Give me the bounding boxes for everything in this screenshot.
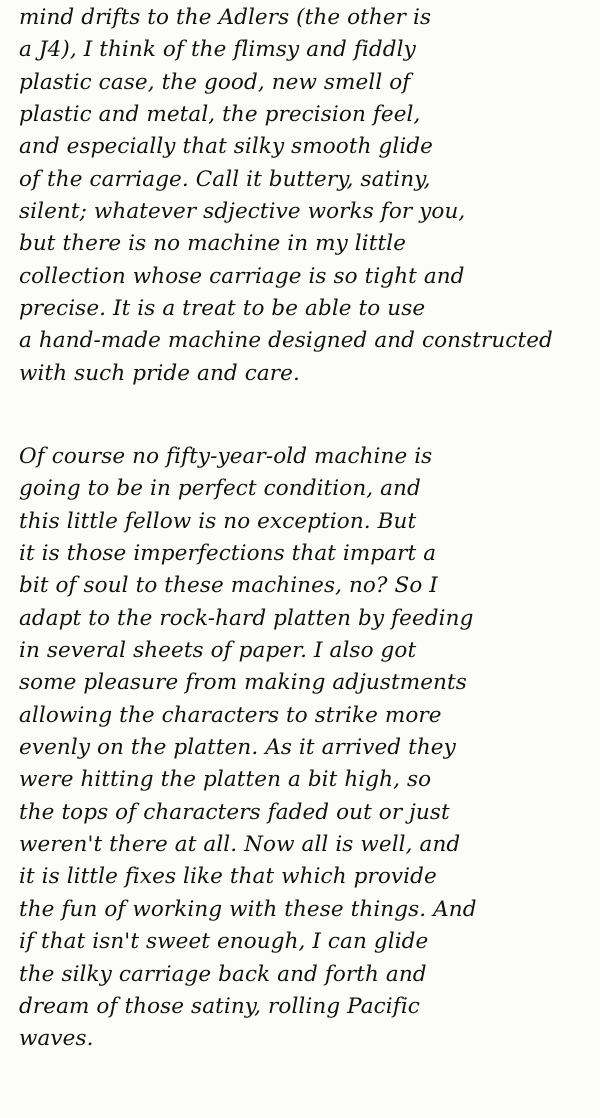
text-line: with such pride and care. bbox=[19, 360, 300, 386]
text-line: the tops of characters faded out or just bbox=[19, 799, 450, 825]
text-line: collection whose carriage is so tight and bbox=[19, 263, 465, 289]
text-line: the silky carriage back and forth and bbox=[19, 961, 427, 987]
text-line: and especially that silky smooth glide bbox=[19, 134, 433, 160]
text-line: some pleasure from making adjustments bbox=[19, 670, 467, 696]
text-line: it is little fixes like that which provide bbox=[19, 864, 437, 890]
text-line: dream of those satiny, rolling Pacific bbox=[19, 993, 420, 1019]
text-line: waves. bbox=[19, 1026, 94, 1052]
text-line: plastic case, the good, new smell of bbox=[19, 69, 411, 95]
text-line: silent; whatever sdjective works for you, bbox=[19, 199, 466, 225]
text-line: adapt to the rock-hard platten by feeding bbox=[19, 605, 474, 631]
text-line: it is those imperfections that impart a bbox=[19, 541, 437, 567]
text-line: evenly on the platten. As it arrived they bbox=[19, 735, 456, 761]
text-line: weren't there at all. Now all is well, and bbox=[19, 832, 461, 858]
text-line: going to be in perfect condition, and bbox=[19, 476, 421, 502]
text-line: a hand-made machine designed and constructed bbox=[19, 328, 553, 354]
text-line: allowing the characters to strike more bbox=[19, 702, 442, 728]
paragraph-2 bbox=[19, 441, 477, 1056]
text-line: of the carriage. Call it buttery, satiny, bbox=[19, 166, 431, 192]
text-line: bit of soul to these machines, no? So I bbox=[19, 573, 438, 599]
paragraph-1 bbox=[19, 2, 553, 390]
text-line: the fun of working with these things. And bbox=[19, 896, 477, 922]
text-line: plastic and metal, the precision feel, bbox=[19, 102, 421, 128]
text-line: this little fellow is no exception. But bbox=[19, 508, 417, 534]
text-line: in several sheets of paper. I also got bbox=[19, 638, 417, 664]
text-line: but there is no machine in my little bbox=[19, 231, 407, 257]
text-line: mind drifts to the Adlers (the other is bbox=[19, 5, 432, 30]
text-line: if that isn't sweet enough, I can glide bbox=[19, 929, 429, 955]
text-line: a J4), I think of the flimsy and fiddly bbox=[19, 37, 416, 63]
text-line: were hitting the platten a bit high, so bbox=[19, 767, 432, 793]
text-line: precise. It is a treat to be able to use bbox=[19, 296, 426, 322]
text-line: Of course no fifty-year-old machine is bbox=[19, 444, 433, 469]
